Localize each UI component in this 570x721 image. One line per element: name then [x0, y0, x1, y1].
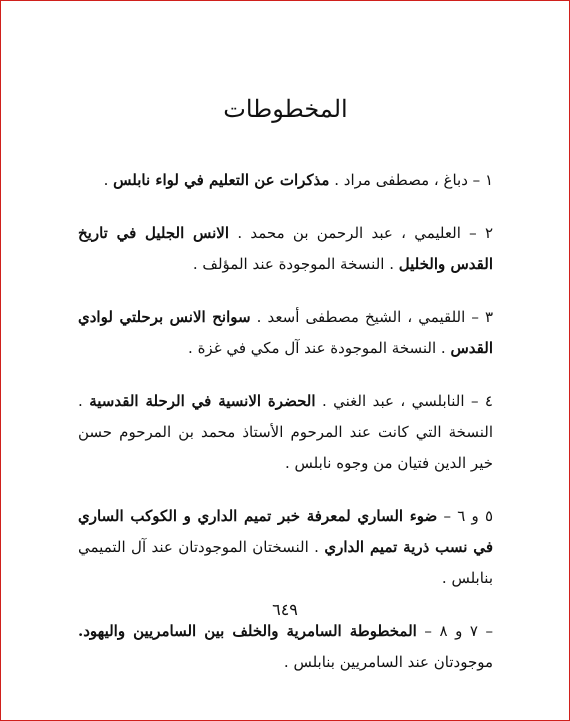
entry-5-6: ٥ و ٦ – ضوء الساري لمعرفة خبر تميم الداري و الكوكب الساري في نسب ذرية تميم الداري . النسختان الموجودتان عند آل التميمي بنابلس . [78, 507, 493, 587]
entry-work-title: الحضرة الانسية في الرحلة القدسية [89, 392, 316, 410]
entry-work-title: الانس الجليل في تاريخ القدس والخليل [78, 224, 493, 273]
entry-author: اللقيمي ، الشيخ مصطفى أسعد . [256, 308, 466, 326]
entry-number: ٤ [484, 392, 493, 410]
entry-note: . [103, 171, 109, 189]
entry-number: ٧ و ٨ [439, 622, 478, 640]
entry-1: ١ – دباغ ، مصطفى مراد . مذكرات عن التعليم في لواء نابلس . [103, 171, 493, 189]
entry-author: النابلسي ، عبد الغني . [321, 392, 465, 410]
entry-7-8: – ٧ و ٨ – المخطوطة السامرية والخلف بين السامريين واليهود. موجودتان عند السامريين بنابلس . [78, 622, 493, 671]
entry-4: ٤ – النابلسي ، عبد الغني . الحضرة الانسية في الرحلة القدسية . النسخة التي كانت عند المرحوم الأستاذ محمد بن المرحوم حسن خير الدين فتيان من وجوه نابلس . [78, 392, 493, 472]
entry-note: . النسخة الموجودة عند آل مكي في غزة . [188, 339, 446, 357]
entry-work-title: سوانح الانس برحلتي لوادي القدس [78, 308, 493, 357]
entry-note: . النسختان الموجودتان عند آل التميمي بنابلس . [78, 538, 493, 587]
entry-work-title: مذكرات عن التعليم في لواء نابلس [113, 171, 330, 189]
entry-number: ٣ [484, 308, 493, 326]
page-number: ٦٤٩ [272, 600, 298, 619]
entry-work-title: المخطوطة السامرية والخلف بين السامريين واليهود. [78, 622, 417, 640]
entry-2: ٢ – العليمي ، عبد الرحمن بن محمد . الانس الجليل في تاريخ القدس والخليل . النسخة الموجودة عند المؤلف . [78, 224, 493, 273]
page-title: المخطوطات [223, 95, 348, 123]
entry-number: ٢ [484, 224, 493, 242]
entry-number: ١ [484, 171, 493, 189]
entry-note: . النسخة الموجودة عند المؤلف . [192, 255, 394, 273]
entry-3: ٣ – اللقيمي ، الشيخ مصطفى أسعد . سوانح الانس برحلتي لوادي القدس . النسخة الموجودة عند آل مكي في غزة . [78, 308, 493, 357]
entry-author: دباغ ، مصطفى مراد . [334, 171, 468, 189]
entry-author: العليمي ، عبد الرحمن بن محمد . [237, 224, 461, 242]
entry-note: . النسخة التي كانت عند المرحوم الأستاذ محمد بن المرحوم حسن خير الدين فتيان من وجوه نابلس . [78, 392, 493, 472]
entry-note: موجودتان عند السامريين بنابلس . [283, 653, 493, 671]
entry-work-title: ضوء الساري لمعرفة خبر تميم الداري و الكوكب الساري في نسب ذرية تميم الداري [78, 507, 493, 556]
entry-number: ٥ و ٦ [457, 507, 493, 525]
